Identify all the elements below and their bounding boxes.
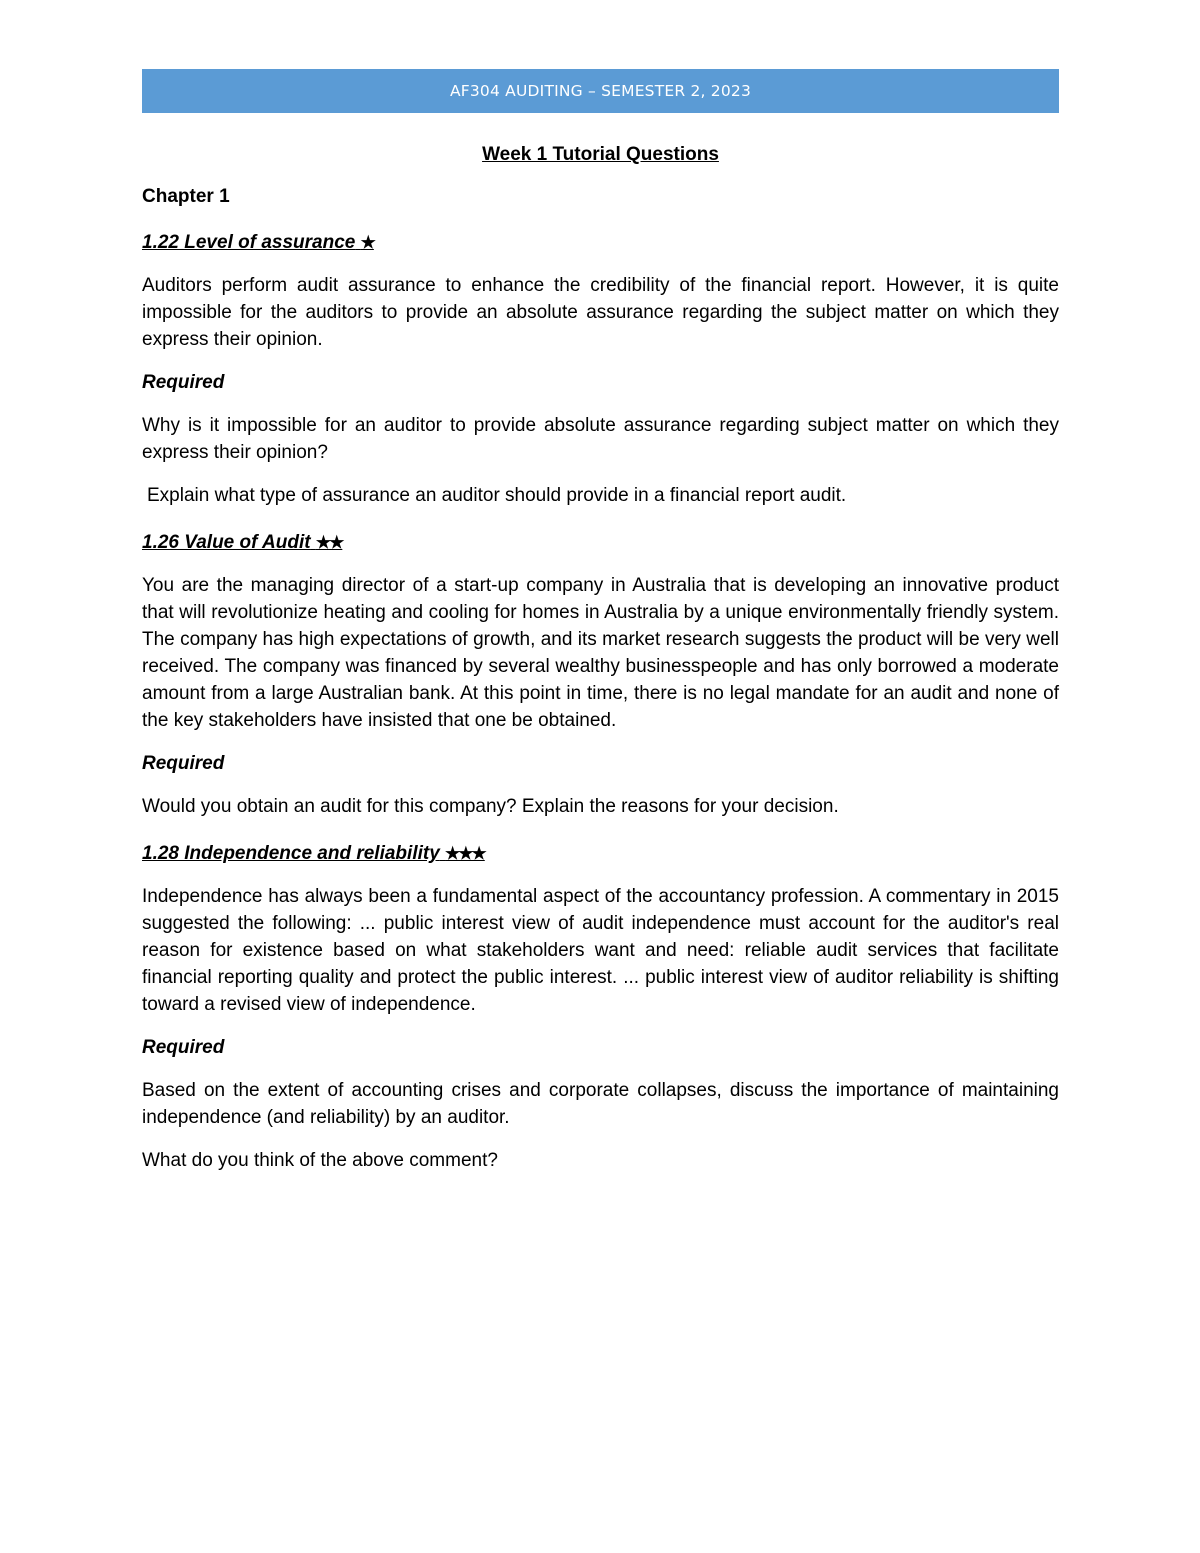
question-body-1-26: You are the managing director of a start-up company in Australia that is developing an innovative product that will revolutionize heating and cooling for homes in Australia by a unique environmentally friendly system. The company has high expectations of growth, and its market research suggests the product will be very well received. The company was financed by several wealthy businesspeople and has only borrowed a moderate amount from a large Australian bank. At this point in time, there is no legal mandate for an audit and none of the key stakeholders have insisted that one be obtained.	[142, 575, 1059, 731]
question-body-1-28: Independence has always been a fundamental aspect of the accountancy profession. A commentary in 2015 suggested the following: ... public interest view of audit independence must account for the auditor's real reason for existence based on what stakeholders want and need: reliable audit services that facilitate financial reporting quality and protect the public interest. ... public interest view of auditor reliability is shifting toward a revised view of independence.	[142, 886, 1059, 1015]
difficulty-star-icon: ★★★	[445, 844, 485, 863]
question-heading-text: 1.26 Value of Audit	[142, 532, 311, 553]
question-task: Why is it impossible for an auditor to provide absolute assurance regarding subject matter on which they express their opinion?	[142, 415, 1059, 463]
header-banner	[142, 69, 1059, 113]
question-task: Would you obtain an audit for this company? Explain the reasons for your decision.	[142, 796, 839, 817]
header-banner-text: AF304 AUDITING – SEMESTER 2, 2023	[449, 82, 752, 100]
question-task: Based on the extent of accounting crises and corporate collapses, discuss the importance of maintaining independence (and reliability) by an auditor.	[142, 1080, 1059, 1128]
question-heading-1-26	[142, 531, 1059, 555]
page-title: Week 1 Tutorial Questions	[482, 144, 719, 165]
required-label: Required	[142, 753, 225, 774]
required-label: Required	[142, 1037, 225, 1058]
document-page	[142, 69, 1059, 1174]
required-label: Required	[142, 372, 225, 393]
question-body-1-22: Auditors perform audit assurance to enhance the credibility of the financial report. However, it is quite impossible for the auditors to provide an absolute assurance regarding the subject matter on which they express their opinion.	[142, 275, 1059, 350]
question-heading-text: 1.28 Independence and reliability	[142, 843, 440, 864]
question-heading-1-28	[142, 842, 1059, 866]
difficulty-star-icon: ★★	[315, 533, 343, 552]
question-task: What do you think of the above comment?	[142, 1150, 498, 1171]
chapter-heading: Chapter 1	[142, 186, 230, 207]
question-heading-text: 1.22 Level of assurance	[142, 232, 356, 253]
question-heading-1-22	[142, 231, 1059, 255]
difficulty-star-icon: ★	[360, 233, 374, 252]
question-task: Explain what type of assurance an auditor should provide in a financial report audit.	[147, 485, 847, 506]
